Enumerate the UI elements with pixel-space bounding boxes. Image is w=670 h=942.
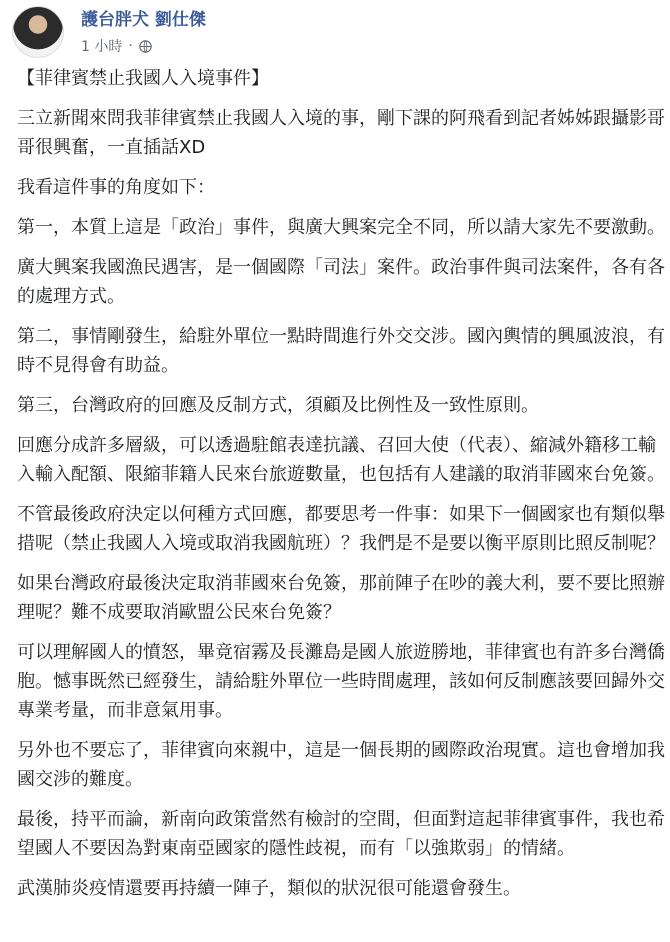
post-paragraph: 最後，持平而論，新南向政策當然有檢討的空間，但面對這起菲律賓事件，我也希望國人不要因為對東南亞國家的隱性歧視，而有「以強欺弱」的情緒。 [17, 809, 665, 859]
post-paragraph: 不管最後政府決定以何種方式回應，都要思考一件事：如果下一個國家也有類似舉措呢（禁止我國人入境或取消我國航班）？我們是不是要以衡平原則比照反制呢？ [17, 504, 665, 554]
post-paragraph: 第二，事情剛發生，給駐外單位一點時間進行外交交涉。國內輿情的興風波浪，有時不見得會有助益。 [17, 326, 665, 376]
post-header [12, 6, 206, 58]
author-name-link[interactable]: 護台胖犬 劉仕傑 [81, 10, 206, 30]
post-paragraph: 第一，本質上這是「政治」事件，與廣大興案完全不同，所以請大家先不要激動。 [17, 217, 665, 238]
post-paragraph: 【菲律賓禁止我國人入境事件】 [17, 68, 269, 89]
post-paragraph: 如果台灣政府最後決定取消菲國來台免簽，那前陣子在吵的義大利，要不要比照辦理呢？難不成要取消歐盟公民來台免簽？ [17, 573, 665, 623]
post-paragraph: 我看這件事的角度如下： [17, 177, 215, 198]
post-body [17, 64, 665, 914]
post-subline [81, 36, 206, 56]
post-paragraph: 三立新聞來問我菲律賓禁止我國人入境的事，剛下課的阿飛看到記者姊姊跟攝影哥哥很興奮，一直插話XD [17, 108, 665, 158]
post-meta [81, 8, 206, 56]
meta-separator: · [128, 38, 133, 54]
avatar[interactable] [12, 6, 64, 58]
post-paragraph: 回應分成許多層級，可以透過駐館表達抗議、召回大使（代表）、縮減外籍移工輸入輸入配額、限縮菲籍人民來台旅遊數量，也包括有人建議的取消菲國來台免簽。 [17, 435, 665, 485]
post-paragraph: 第三，台灣政府的回應及反制方式，須顧及比例性及一致性原則。 [17, 395, 539, 416]
globe-icon[interactable] [139, 40, 152, 53]
post-paragraph: 武漢肺炎疫情還要再持續一陣子，類似的狀況很可能還會發生。 [17, 878, 521, 899]
post-paragraph: 另外也不要忘了，菲律賓向來親中，這是一個長期的國際政治現實。這也會增加我國交涉的難度。 [17, 740, 665, 790]
post-paragraph: 廣大興案我國漁民遇害，是一個國際「司法」案件。政治事件與司法案件，各有各的處理方式。 [17, 257, 665, 307]
post-paragraph: 可以理解國人的憤怒，畢竟宿霧及長灘島是國人旅遊勝地，菲律賓也有許多台灣僑胞。憾事既然已經發生，請給駐外單位一些時間處理，該如何反制應該要回歸外交專業考量，而非意氣用事。 [17, 642, 665, 721]
post-timestamp[interactable]: 1 小時 [81, 39, 123, 55]
